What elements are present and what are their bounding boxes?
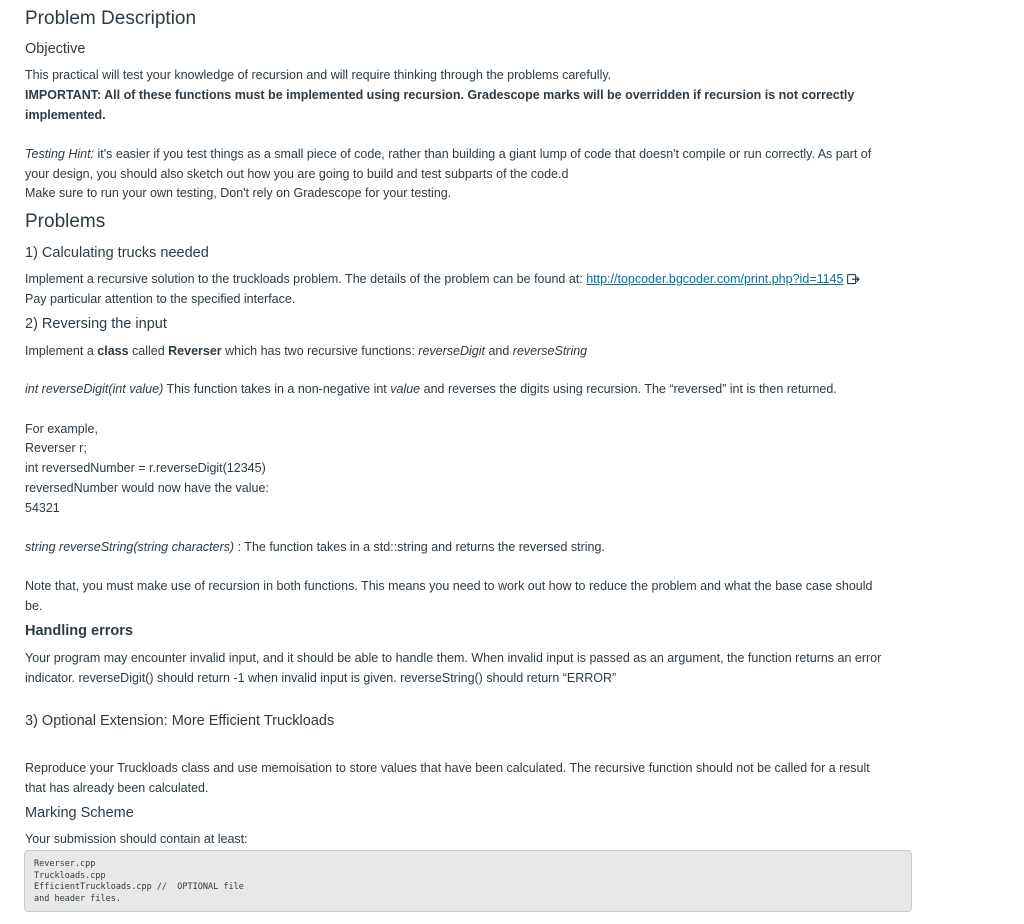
intro-class: class (97, 344, 129, 358)
sig1-desc-b: and reverses the digits using recursion. The “reversed” int is then returned. (420, 382, 837, 396)
intro-a: Implement a (25, 344, 98, 358)
intro-reverse-string: reverseString (512, 344, 588, 358)
problem3-line2: that has already been calculated. (25, 781, 209, 795)
problem2-heading: 2) Reversing the input (25, 316, 167, 332)
intro-reverse-digit: reverseDigit (418, 344, 485, 358)
problem2-intro (25, 344, 587, 358)
recursion-note-line1: Note that, you must make use of recursion in both functions. This means you need to work out how to reduce the problem and what the base case should (25, 579, 873, 593)
testing-hint-line3: Make sure to run your own testing, Don't rely on Gradescope for your testing. (25, 186, 452, 200)
external-link-icon (847, 274, 860, 288)
intro-reverser: Reverser (168, 344, 222, 358)
reverse-digit-signature: int reverseDigit(int value) (25, 382, 164, 396)
problem1-text-body: Implement a recursive solution to the truckloads problem. The details of the problem can be found at: (25, 272, 587, 286)
marking-scheme-heading: Marking Scheme (25, 805, 134, 821)
reverse-string-signature: string reverseString(string characters) (25, 540, 235, 554)
problem3-line1: Reproduce your Truckloads class and use memoisation to store values that have been calculated. The recursive function should not be called for a result (25, 761, 870, 775)
handling-errors-heading: Handling errors (25, 623, 133, 639)
marking-scheme-intro: Your submission should contain at least: (25, 832, 248, 846)
handling-errors-line2: indicator. reverseDigit() should return -1 when invalid input is given. reverseString() should return “ERROR” (25, 671, 617, 685)
testing-hint-line2: your design, you should also sketch out how you are going to build and test subparts of the code.d (25, 167, 569, 181)
testing-hint-text: it's easier if you test things as a small piece of code, rather than building a giant lump of code that doesn't compile or run correctly. As part of (94, 147, 872, 161)
intro-c: which has two recursive functions: (221, 344, 419, 358)
objective-heading: Objective (25, 41, 86, 57)
example-line-3: int reversedNumber = r.reverseDigit(12345) (25, 461, 266, 475)
objective-text: This practical will test your knowledge of recursion and will require thinking through the problems carefully. (25, 68, 612, 82)
important-notice-line2: implemented. (25, 108, 106, 122)
handling-errors-line1: Your program may encounter invalid input, and it should be able to handle them. When invalid input is passed as an argument, the function returns an error (25, 651, 882, 665)
example-line-1: For example, (25, 422, 98, 436)
testing-hint-label: Testing Hint: (25, 147, 95, 161)
problem1-text (25, 272, 860, 288)
important-notice-line1: IMPORTANT: All of these functions must be implemented using recursion. Gradescope marks will be overridden if recursion is not correctly (25, 88, 855, 102)
reverse-digit-description (25, 382, 837, 396)
intro-and: and (484, 344, 513, 358)
reverse-string-description (25, 540, 605, 554)
example-line-2: Reverser r; (25, 441, 87, 455)
topcoder-link[interactable]: http://topcoder.bgcoder.com/print.php?id=1145 (586, 272, 844, 286)
intro-b: called (128, 344, 169, 358)
submission-code-block: Reverser.cpp Truckloads.cpp EfficientTruckloads.cpp // OPTIONAL file and header files. (24, 850, 912, 912)
problem3-heading: 3) Optional Extension: More Efficient Truckloads (25, 713, 335, 729)
sig2-desc: : The function takes in a std::string and returns the reversed string. (234, 540, 605, 554)
problem1-note: Pay particular attention to the specified interface. (25, 292, 296, 306)
sig1-desc-a: This function takes in a non-negative int (163, 382, 391, 396)
page-title: Problem Description (25, 8, 197, 29)
sig1-desc-value: value (390, 382, 421, 396)
example-line-5: 54321 (25, 501, 60, 515)
testing-hint-line1 (25, 147, 871, 161)
problems-heading: Problems (25, 211, 106, 232)
recursion-note-line2: be. (25, 599, 43, 613)
problem1-heading: 1) Calculating trucks needed (25, 245, 209, 261)
example-line-4: reversedNumber would now have the value: (25, 481, 269, 495)
